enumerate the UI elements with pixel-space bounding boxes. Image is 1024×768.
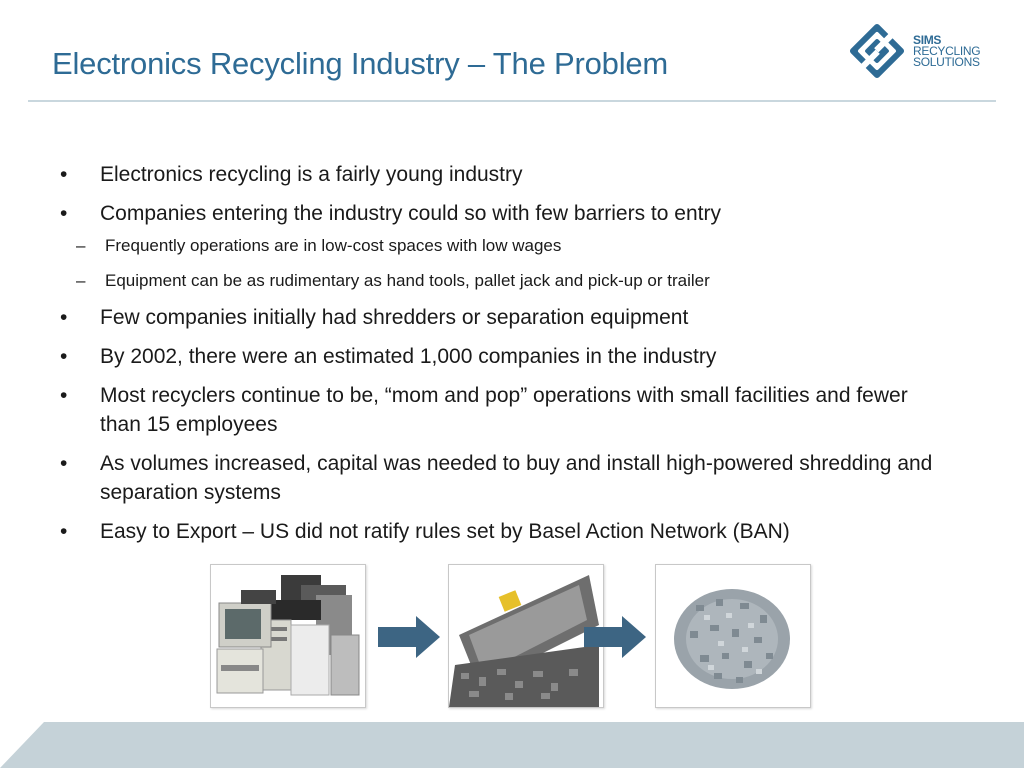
footer-band <box>0 722 1024 768</box>
sub-bullet-item <box>60 269 980 293</box>
logo-line-1: SIMS <box>913 33 942 47</box>
slide-title: Electronics Recycling Industry – The Problem <box>52 46 669 81</box>
bullet-marker: • <box>60 202 68 225</box>
shredder-image <box>448 564 604 708</box>
bullet-marker: • <box>60 384 68 407</box>
sub-bullet-marker: – <box>76 236 86 255</box>
sub-bullet-text: Equipment can be as rudimentary as hand tools, pallet jack and pick-up or trailer <box>105 271 710 290</box>
sub-bullet-text: Frequently operations are in low-cost spaces with low wages <box>105 236 562 255</box>
bullet-item <box>60 381 940 439</box>
bullet-marker: • <box>60 452 68 475</box>
bullet-text: Easy to Export – US did not ratify rules set by Basel Action Network (BAN) <box>100 520 790 543</box>
sub-bullet-marker: – <box>76 271 86 290</box>
logo-line-2: RECYCLING <box>913 44 981 58</box>
sims-logo-mark-icon <box>846 20 908 82</box>
bullet-item <box>60 303 980 332</box>
bullet-marker: • <box>60 306 68 329</box>
ewaste-pile-image <box>210 564 366 708</box>
bullet-text: As volumes increased, capital was needed to buy and install high-powered shredding and separation systems <box>100 452 933 504</box>
bullet-list <box>60 160 980 556</box>
bullet-text: Electronics recycling is a fairly young industry <box>100 163 523 186</box>
sub-bullet-list <box>76 234 980 293</box>
bullet-text: Few companies initially had shredders or separation equipment <box>100 306 689 329</box>
separated-material-image <box>655 564 811 708</box>
bullet-item <box>60 449 980 507</box>
logo-line-3: SOLUTIONS <box>913 55 980 69</box>
title-divider <box>28 100 996 102</box>
sims-recycling-logo <box>846 20 1006 86</box>
arrow-right-icon <box>378 616 440 658</box>
arrow-right-icon <box>584 616 646 658</box>
bullet-item <box>60 342 980 371</box>
bullet-text: By 2002, there were an estimated 1,000 companies in the industry <box>100 345 717 368</box>
bullet-marker: • <box>60 163 68 186</box>
bullet-item <box>60 517 980 546</box>
bullet-text: Most recyclers continue to be, “mom and pop” operations with small facilities and fewer than 15 employees <box>100 384 908 436</box>
bullet-item <box>60 160 980 189</box>
bullet-item <box>60 199 980 293</box>
sub-bullet-item <box>60 234 980 258</box>
bullet-text: Companies entering the industry could so with few barriers to entry <box>100 202 721 225</box>
bullet-marker: • <box>60 345 68 368</box>
bullet-marker: • <box>60 520 68 543</box>
